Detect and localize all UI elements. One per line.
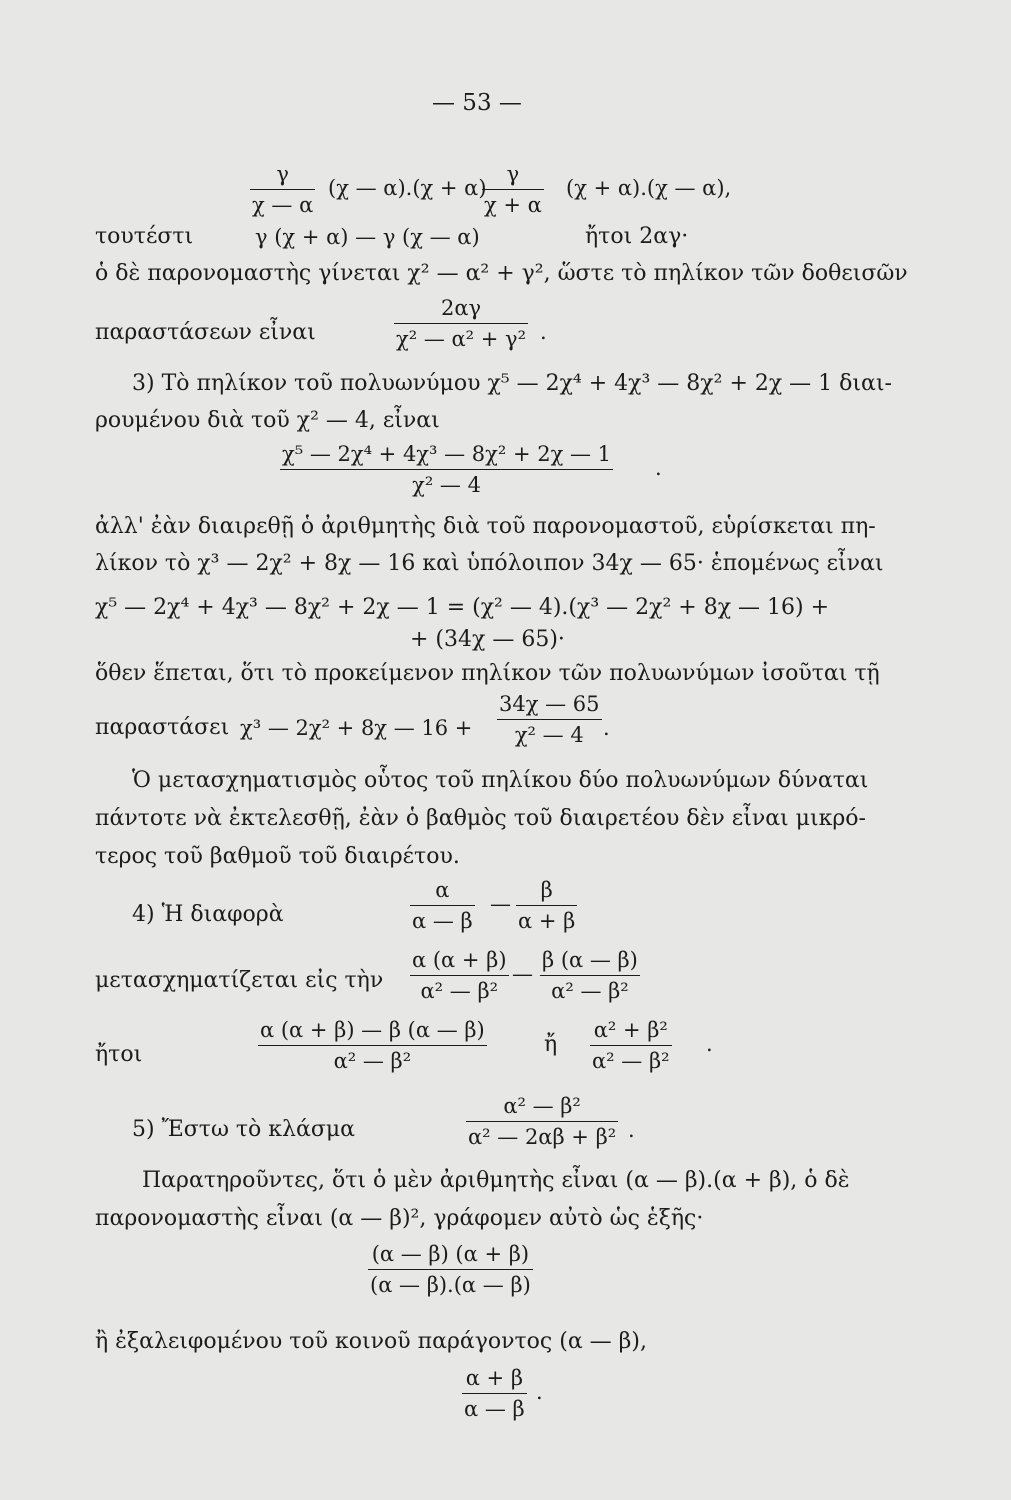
section-5-heading: 5) Ἔστω τὸ κλάσμα — [132, 1117, 356, 1142]
fraction-numerator: χ⁵ — 2χ⁴ + 4χ³ — 8χ² + 2χ — 1 — [280, 440, 613, 470]
fraction-denominator: α² — β² — [333, 1049, 412, 1073]
paragraph-line: ὁ δὲ παρονομαστὴς γίνεται χ² — α² + γ², ὥστε τὸ πηλίκον τῶν δοθεισῶν — [95, 261, 908, 286]
text-or: ἤ — [544, 1032, 558, 1057]
paragraph-line: Ὁ μετασχηματισμὸς οὗτος τοῦ πηλίκου δύο πολυωνύμων δύναται — [132, 768, 869, 793]
text-parastasei: παραστάσει — [95, 715, 230, 740]
minus-sign: — — [490, 892, 511, 916]
product-expression-2: (χ + α).(χ — α), — [566, 176, 732, 200]
fraction-numerator: α — [410, 876, 475, 906]
paragraph-line: Παρατηροῦντες, ὅτι ὁ μὲν ἀριθμητὴς εἶναι (α — β).(α + β), ὁ δὲ — [142, 1168, 850, 1193]
fraction-denominator: α² — β² — [420, 979, 499, 1003]
text-etoi-2ag: ἤτοι 2αγ· — [585, 224, 689, 249]
fraction-numerator: γ — [482, 160, 544, 190]
fraction-numerator: 2αγ — [394, 294, 528, 324]
equation-line-continued: + (34χ — 65)· — [410, 627, 565, 652]
fraction-denominator: χ + α — [484, 193, 542, 217]
fraction-numerator: α + β — [462, 1364, 527, 1394]
fraction-numerator: (α — β) (α + β) — [368, 1240, 533, 1270]
fraction-numerator: 34χ — 65 — [497, 690, 602, 720]
product-expression: (χ — α).(χ + α) — [328, 176, 487, 200]
fraction-denominator: α² — β² — [592, 1049, 670, 1073]
fraction-denominator: χ — α — [252, 193, 314, 217]
fraction-numerator: β — [516, 876, 577, 906]
text-parastaseon: παραστάσεων εἶναι — [95, 320, 316, 345]
section-3-heading-line: 3) Τὸ πηλίκον τοῦ πολυωνύμου χ⁵ — 2χ⁴ + 4χ³ — 8χ² + 2χ — 1 διαι- — [132, 371, 892, 396]
text-toutesti: τουτέστι — [95, 224, 194, 249]
fraction-numerator: α² — β² — [466, 1092, 618, 1122]
fraction-numerator: γ — [250, 160, 315, 190]
polynomial-expression: χ³ — 2χ² + 8χ — 16 + — [240, 716, 473, 740]
text-etoi: ἤτοι — [95, 1042, 143, 1067]
fraction-numerator: β (α — β) — [540, 946, 640, 976]
fraction-denominator: α² — 2αβ + β² — [468, 1125, 617, 1149]
fraction-alpha-squared — [466, 1092, 618, 1151]
paragraph-line: λίκον τὸ χ³ — 2χ² + 8χ — 16 καὶ ὑπόλοιπον 34χ — 65· ἑπομένως εἶναι — [95, 551, 884, 576]
fraction-result — [462, 1364, 527, 1423]
fraction-alpha-alpha-plus-beta — [410, 946, 509, 1005]
fraction-2ag — [394, 294, 528, 353]
equation-line: χ⁵ — 2χ⁴ + 4χ³ — 8χ² + 2χ — 1 = (χ² — 4).(χ³ — 2χ² + 8χ — 16) + — [95, 595, 830, 620]
fraction-beta-alpha-minus-beta — [540, 946, 640, 1005]
paragraph-line: ἢ ἐξαλειφομένου τοῦ κοινοῦ παράγοντος (α — β), — [95, 1329, 647, 1354]
paragraph-line: πάντοτε νὰ ἐκτελεσθῇ, ἐὰν ὁ βαθμὸς τοῦ διαιρετέου δὲν εἶναι μικρό- — [95, 806, 866, 831]
fraction-sum-of-squares — [590, 1016, 672, 1075]
punctuation-dot: . — [655, 456, 662, 480]
fraction-denominator: (α — β).(α — β) — [370, 1273, 531, 1297]
text-metaschematizetai: μετασχηματίζεται εἰς τὴν — [95, 968, 384, 993]
fraction-numerator: α (α + β) — β (α — β) — [258, 1016, 487, 1046]
punctuation-dot: . — [603, 716, 610, 740]
fraction-combined-numerator — [258, 1016, 487, 1075]
fraction-gamma-over-chi-plus-alpha — [482, 160, 544, 219]
punctuation-dot: . — [628, 1118, 635, 1142]
section-4-heading: 4) Ἡ διαφορὰ — [132, 902, 284, 927]
fraction-factored — [368, 1240, 533, 1299]
punctuation-dot: . — [536, 1380, 543, 1404]
paragraph-line: ὅθεν ἕπεται, ὅτι τὸ προκείμενον πηλίκον τῶν πολυωνύμων ἰσοῦται τῇ — [95, 661, 880, 686]
fraction-polynomial-quotient — [280, 440, 613, 499]
fraction-denominator: χ² — α² + γ² — [396, 327, 527, 351]
page-number: — 53 — — [432, 90, 522, 116]
paragraph-line: ἀλλ' ἐὰν διαιρεθῇ ὁ ἀριθμητὴς διὰ τοῦ παρονομαστοῦ, εὑρίσκεται πη- — [95, 514, 876, 539]
fraction-gamma-over-chi-minus-alpha — [250, 160, 315, 219]
fraction-alpha-over-alpha-minus-beta — [410, 876, 475, 935]
fraction-denominator: α — β — [412, 909, 473, 933]
fraction-numerator: α (α + β) — [410, 946, 509, 976]
fraction-beta-over-alpha-plus-beta — [516, 876, 577, 935]
fraction-denominator: α² — β² — [551, 979, 629, 1003]
punctuation-dot: . — [540, 320, 547, 344]
numerator-expression: γ (χ + α) — γ (χ — α) — [255, 225, 480, 249]
paragraph-line: παρονομαστὴς εἶναι (α — β)², γράφομεν αὐτὸ ὡς ἑξῆς· — [95, 1206, 704, 1231]
fraction-remainder — [497, 690, 602, 749]
fraction-numerator: α² + β² — [590, 1016, 672, 1046]
punctuation-dot: . — [706, 1032, 713, 1056]
fraction-denominator: χ² — 4 — [514, 723, 584, 747]
fraction-denominator: α — β — [464, 1397, 525, 1421]
paragraph-line: ρουμένου διὰ τοῦ χ² — 4, εἶναι — [95, 408, 440, 433]
paragraph-line: τερος τοῦ βαθμοῦ τοῦ διαιρέτου. — [95, 844, 460, 869]
fraction-denominator: χ² — 4 — [412, 473, 481, 497]
fraction-denominator: α + β — [518, 909, 576, 933]
minus-sign: — — [512, 962, 533, 986]
